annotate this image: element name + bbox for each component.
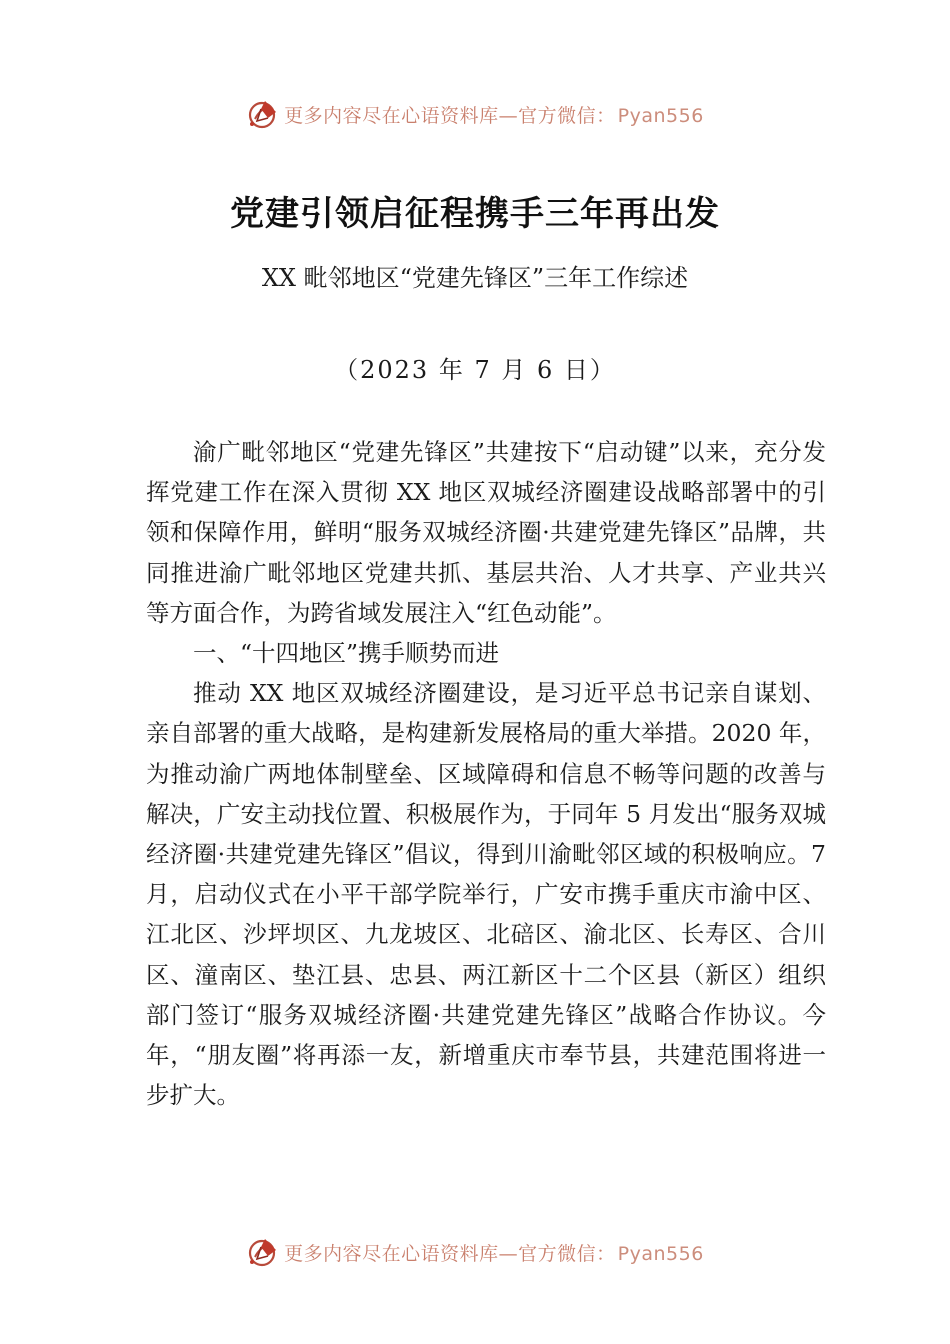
section-heading: 一、“十四地区”携手顺势而进 [193,639,500,668]
pen-logo-icon [246,1235,280,1269]
watermark-text: 更多内容尽在心语资料库—官方微信： Pyan556 [284,104,704,127]
paragraph: 推动 XX 地区双城经济圈建设，是习近平总书记亲自谋划、亲自部署的重大战略，是构建新发展格局的重大举措。2020 年，为推动渝广两地体制壁垒、区域障碍和信息不畅等问题的改善与解决，广安主动找位置、积极展作为，于同年 5 月发出“服务双城经济圈·共建党建先锋区”倡议，得到川渝毗邻区域的积极响应。7 月，启动仪式在小平干部学院举行，广安市携手重庆市渝中区、江北区、沙坪坝区、九龙坡区、北碚区、渝北区、长寿区、合川区、潼南区、垫江县、忠县、两江新区十二个区县（新区）组织部门签订“服务双城经济圈·共建党建先锋区”战略合作协议。今年，“朋友圈”将再添一友，新增重庆市奉节县，共建范围将进一步扩大。 [146,679,826,1110]
document-date: （2023 年 7 月 6 日） [334,356,616,384]
watermark-handle: Pyan556 [617,1242,704,1265]
watermark-text: 更多内容尽在心语资料库—官方微信： Pyan556 [284,1242,704,1265]
document-subtitle: XX 毗邻地区“党建先锋区”三年工作综述 [261,264,689,292]
document-title: 党建引领启征程携手三年再出发 [230,194,720,234]
document-body [146,432,826,1115]
watermark-handle: Pyan556 [617,104,704,127]
watermark-banner-bottom [0,1232,950,1272]
watermark-banner-top [0,94,950,134]
pen-logo-icon [246,97,280,131]
paragraph: 渝广毗邻地区“党建先锋区”共建按下“启动键”以来，充分发挥党建工作在深入贯彻 XX 地区双城经济圈建设战略部署中的引领和保障作用，鲜明“服务双城经济圈·共建党建先锋区”品牌，共同推进渝广毗邻地区党建共抓、基层共治、人才共享、产业共兴等方面合作，为跨省域发展注入“红色动能”。 [146,438,826,627]
